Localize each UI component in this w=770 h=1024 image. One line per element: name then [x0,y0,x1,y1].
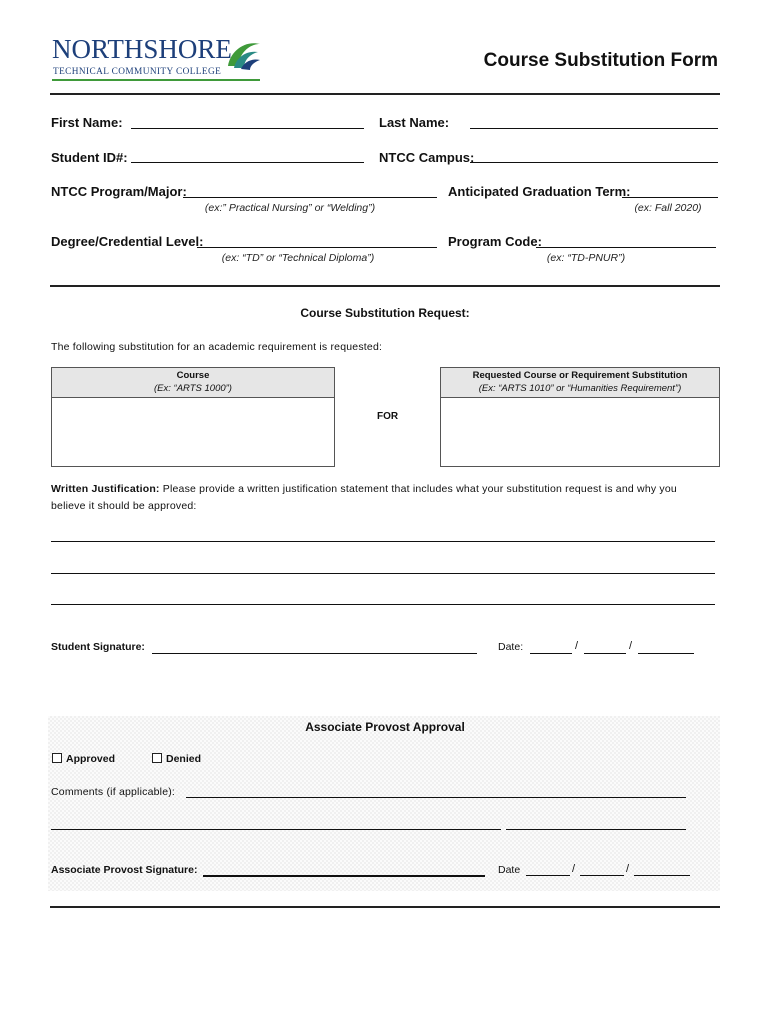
substitution-input[interactable] [441,398,719,466]
grad-term-label: Anticipated Graduation Term: [448,184,631,199]
section-rule [50,285,720,287]
program-code-field[interactable] [536,247,716,248]
program-label: NTCC Program/Major: [51,184,187,199]
date-separator: / [626,863,630,875]
provost-date-year-field[interactable] [634,875,690,876]
denied-label: Denied [166,753,202,765]
approved-label: Approved [66,753,116,765]
course-box [51,367,335,467]
course-input[interactable] [52,398,334,466]
first-name-field[interactable] [131,128,364,129]
substitution-box [440,367,720,467]
course-title: Course [176,370,210,381]
denied-checkbox[interactable] [152,753,162,763]
student-signature-label: Student Signature: [51,641,145,653]
provost-date-label: Date [498,864,521,876]
justification-text-2: believe it should be approved: [51,500,197,512]
substitution-box-header [441,368,719,398]
course-box-header [52,368,334,398]
logo-subtitle: TECHNICAL COMMUNITY COLLEGE [53,67,222,77]
approved-option[interactable] [52,753,115,765]
header-rule [50,93,720,95]
justification-label: Written Justification: [51,483,160,495]
substitution-title: Requested Course or Requirement Substitution [472,370,688,381]
comments-label: Comments (if applicable): [51,786,176,798]
date-label: Date [498,641,521,653]
provost-signature-label: Associate Provost Signature: [51,864,198,876]
justification-line1: Please provide a written justification statement that includes what your substitution request is and why you [159,483,677,495]
approval-heading: Associate Provost Approval [305,720,465,734]
footer-rule [50,906,720,908]
student-signature-field[interactable] [152,653,477,654]
logo-name: NORTHSHORE [52,34,232,64]
course-example: (Ex: “ARTS 1000”) [154,383,232,394]
logo-underline [52,79,260,81]
campus-field[interactable] [470,162,718,163]
wave-icon [224,36,262,74]
grad-term-field[interactable] [622,197,718,198]
degree-field[interactable] [197,247,437,248]
provost-signature-field[interactable] [203,875,485,877]
date-day-field[interactable] [584,653,626,654]
program-field[interactable] [183,197,437,198]
last-name-field[interactable] [470,128,718,129]
degree-label: Degree/Credential Level: [51,234,204,249]
approved-checkbox[interactable] [52,753,62,763]
date-year-field[interactable] [638,653,694,654]
college-logo [50,34,265,84]
form-title: Course Substitution Form [483,50,718,71]
student-id-field[interactable] [131,162,364,163]
student-date-label: Date: [498,641,524,653]
program-code-hint: (ex: “TD-PNUR”) [546,252,626,264]
comments-field-3[interactable] [506,829,686,830]
request-intro: The following substitution for an academic requirement is requested: [51,341,383,353]
grad-term-hint: (ex: Fall 2020) [634,202,702,214]
date-separator: / [575,640,579,652]
comments-field-2[interactable] [51,829,501,830]
student-id-label: Student ID#: [51,150,128,165]
campus-label: NTCC Campus: [379,150,475,165]
provost-date-month-field[interactable] [526,875,570,876]
program-code-label: Program Code: [448,234,542,249]
degree-hint: (ex: “TD” or “Technical Diploma”) [221,252,375,264]
comments-field[interactable] [186,797,686,798]
justification-line[interactable] [51,541,715,542]
request-heading: Course Substitution Request: [300,306,470,320]
program-hint: (ex:” Practical Nursing” or “Welding”) [204,202,376,214]
for-label: FOR [377,411,399,422]
justification-line[interactable] [51,573,715,574]
last-name-label: Last Name: [379,115,450,130]
denied-option[interactable] [152,753,201,765]
date-month-field[interactable] [530,653,572,654]
substitution-example: (Ex: “ARTS 1010” or “Humanities Requirement”) [478,383,682,394]
justification-text [51,481,677,498]
first-name-label: First Name: [51,115,123,130]
date-separator: / [629,640,633,652]
justification-line[interactable] [51,604,715,605]
provost-date-day-field[interactable] [580,875,624,876]
date-separator: / [572,863,576,875]
